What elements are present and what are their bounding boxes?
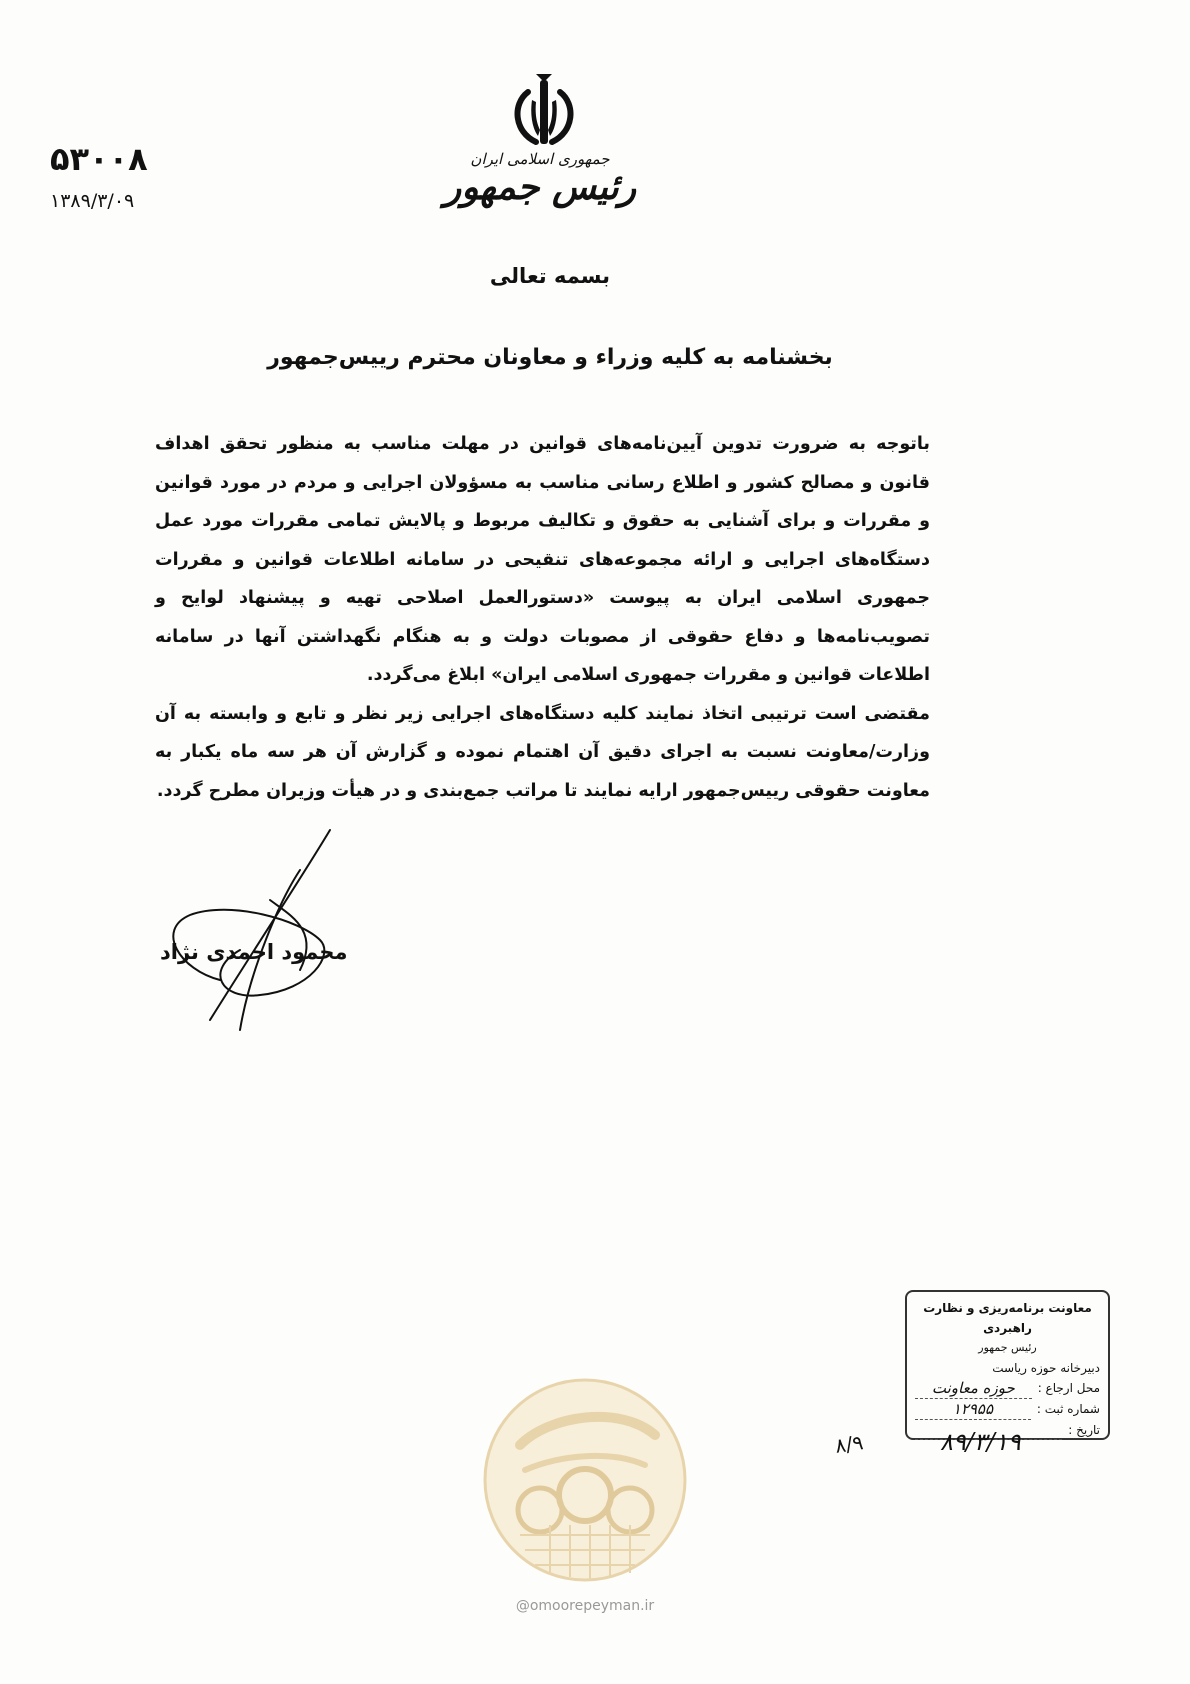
handwritten-initials: ۸/۹ <box>833 1430 865 1458</box>
body-paragraph-2: مقتضی است ترتیبی اتخاذ نمایند کلیه دستگاه‌های اجرایی زیر نظر و تابع و وابسته به آن وزارت/معاونت نسبت به اجرای دقیق آن اهتمام نموده و گزارش آن هر سه ماه یکبار به معاونت حقوقی رییس‌جمهور ارایه نمایند تا مراتب جمع‌بندی و در هیأت وزیران مطرح گردد. <box>155 703 930 801</box>
stamp-row-referral <box>915 1378 1100 1399</box>
letter-date: ۱۳۸۹/۳/۰۹ <box>50 190 135 212</box>
handwritten-signature <box>150 820 350 1040</box>
stamp-register-value: ۱۲۹۵۵ <box>915 1399 1031 1420</box>
signatory-name: محمود احمدی نژاد <box>160 940 348 964</box>
stamp-referral-label: محل ارجاع : <box>1037 1381 1100 1395</box>
letterhead-republic: جمهوری اسلامی ایران <box>470 150 610 168</box>
stamp-date-label: تاریخ : <box>1068 1423 1100 1437</box>
stamp-referral-value: حوزه معاونت <box>915 1378 1032 1399</box>
stamp-register-label: شماره ثبت : <box>1036 1402 1100 1416</box>
letterhead-president: رئیس جمهور <box>443 166 637 208</box>
watermark-caption: @omoorepeyman.ir <box>515 1598 655 1614</box>
stamp-row-register <box>915 1399 1100 1420</box>
letter-number: ۵۳۰۰۸ <box>50 140 148 178</box>
circular-subject: بخشنامه به کلیه وزراء و معاونان محترم رییس‌جمهور <box>267 345 833 370</box>
stamp-secretariat-label: دبیرخانه حوزه ریاست <box>992 1361 1100 1375</box>
stamp-row-secretariat <box>915 1358 1100 1378</box>
body-paragraph-1: باتوجه به ضرورت تدوین آیین‌نامه‌های قوانین در مهلت مناسب به منظور تحقق اهداف قانون و مصالح کشور و اطلاع رسانی مناسب به مسؤولان اجرایی و مردم در مورد قوانین و مقررات و برای آشنایی به حقوق و تکالیف مربوط و پالایش تمامی مقررات مورد عمل دستگاه‌های اجرایی و ارائه مجموعه‌های تنقیحی در سامانه اطلاعات قوانین و مقررات جمهوری اسلامی ایران به پیوست «دستورالعمل اصلاحی تهیه و پیشنهاد لوایح و تصویب‌نامه‌ها و دفاع حقوقی از مصوبات دولت و به هنگام نگهداشتن آنها در سامانه اطلاعات قوانین و مقررات جمهوری اسلامی ایران» ابلاغ می‌گردد. <box>155 434 930 685</box>
stamp-handwritten-date: ۸۹/۳/۱۹ <box>940 1428 1021 1456</box>
watermark-logo <box>480 1375 690 1585</box>
stamp-subtitle: رئیس جمهور <box>978 1341 1037 1354</box>
iran-emblem-icon <box>502 70 586 154</box>
letterhead <box>440 150 640 208</box>
stamp-title: معاونت برنامه‌ریزی و نظارت راهبردی <box>923 1301 1092 1335</box>
letter-body <box>155 425 930 810</box>
receipt-stamp <box>905 1290 1110 1440</box>
invocation: بسمه تعالی <box>489 264 611 288</box>
